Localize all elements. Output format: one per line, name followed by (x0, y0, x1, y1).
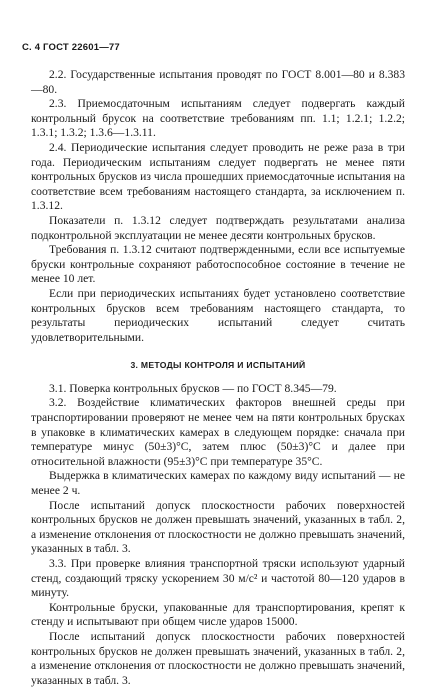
paragraph-requirements: Требования п. 1.3.12 считают подтвержденными, если все испытуемые бруски контрольные сохраняют работоспособное состояние в течение не менее 10 лет. (31, 243, 405, 286)
paragraph-after-tests-1: После испытаний допуск плоскостности рабочих поверхностей контрольных брусков не должен превышать значений, указанных в табл. 2, а изменение отклонения от плоскостности не должно превышать значений, указанных в табл. 3. (31, 498, 405, 556)
document-body (31, 68, 405, 688)
paragraph-2-2: 2.2. Государственные испытания проводят по ГОСТ 8.001—80 и 8.383—80. (31, 68, 405, 96)
paragraph-2-4: 2.4. Периодические испытания следует проводить не реже раза в три года. Периодическим испытаниям следует подвергать не менее пяти контрольных брусков из числа прошедших приемосдаточные испытания на соответствие всем требованиям настоящего стандарта, за исключением п. 1.3.12. (31, 140, 405, 213)
paragraph-2-3: 2.3. Приемосдаточным испытаниям следует подвергать каждый контрольный брусок на соответствие требованиям пп. 1.1; 1.2.1; 1.2.2; 1.3.1; 1.3.2; 1.3.6—1.3.11. (31, 97, 405, 140)
paragraph-packed-bars: Контрольные бруски, упакованные для транспортирования, крепят к стенду и испытывают при общем числе ударов 15000. (31, 600, 405, 629)
paragraph-3-2: 3.2. Воздействие климатических факторов внешней среды при транспортировании проверяют не менее чем на пяти контрольных брусках в упаковке в климатических камерах в следующем порядке: сначала при температуре минус (50±3)°С, затем плюс (50±3)°С и далее при относительной влажности (95±3)°С при температуре 35°С. (31, 396, 405, 468)
page-header: С. 4 ГОСТ 22601—77 (22, 42, 120, 53)
paragraph-after-tests-2: После испытаний допуск плоскостности рабочих поверхностей контрольных брусков не должен превышать значений, указанных в табл. 2, а изменение отклонения от плоскостности не должно превышать значений, указанных в табл. 3. (31, 629, 405, 687)
section-heading: 3. МЕТОДЫ КОНТРОЛЯ И ИСПЫТАНИЙ (130, 360, 306, 371)
paragraph-periodic-result: Если при периодических испытаниях будет установлено соответствие контрольных брусков всем требованиям настоящего стандарта, то результаты периодических испытаний следует считать удовлетворительными. (31, 286, 405, 344)
paragraph-exposure: Выдержка в климатических камерах по каждому виду испытаний — не менее 2 ч. (31, 469, 405, 498)
paragraph-indicators: Показатели п. 1.3.12 следует подтверждать результатами анализа подконтрольной эксплуатации не менее десяти контрольных брусков. (31, 213, 405, 242)
paragraph-3-1: 3.1. Поверка контрольных брусков — по ГОСТ 8.345—79. (49, 381, 337, 395)
paragraph-3-3: 3.3. При проверке влияния транспортной тряски используют ударный стенд, создающий тряску ускорением 30 м/с² и частотой 80—120 ударов в минуту. (31, 557, 405, 600)
